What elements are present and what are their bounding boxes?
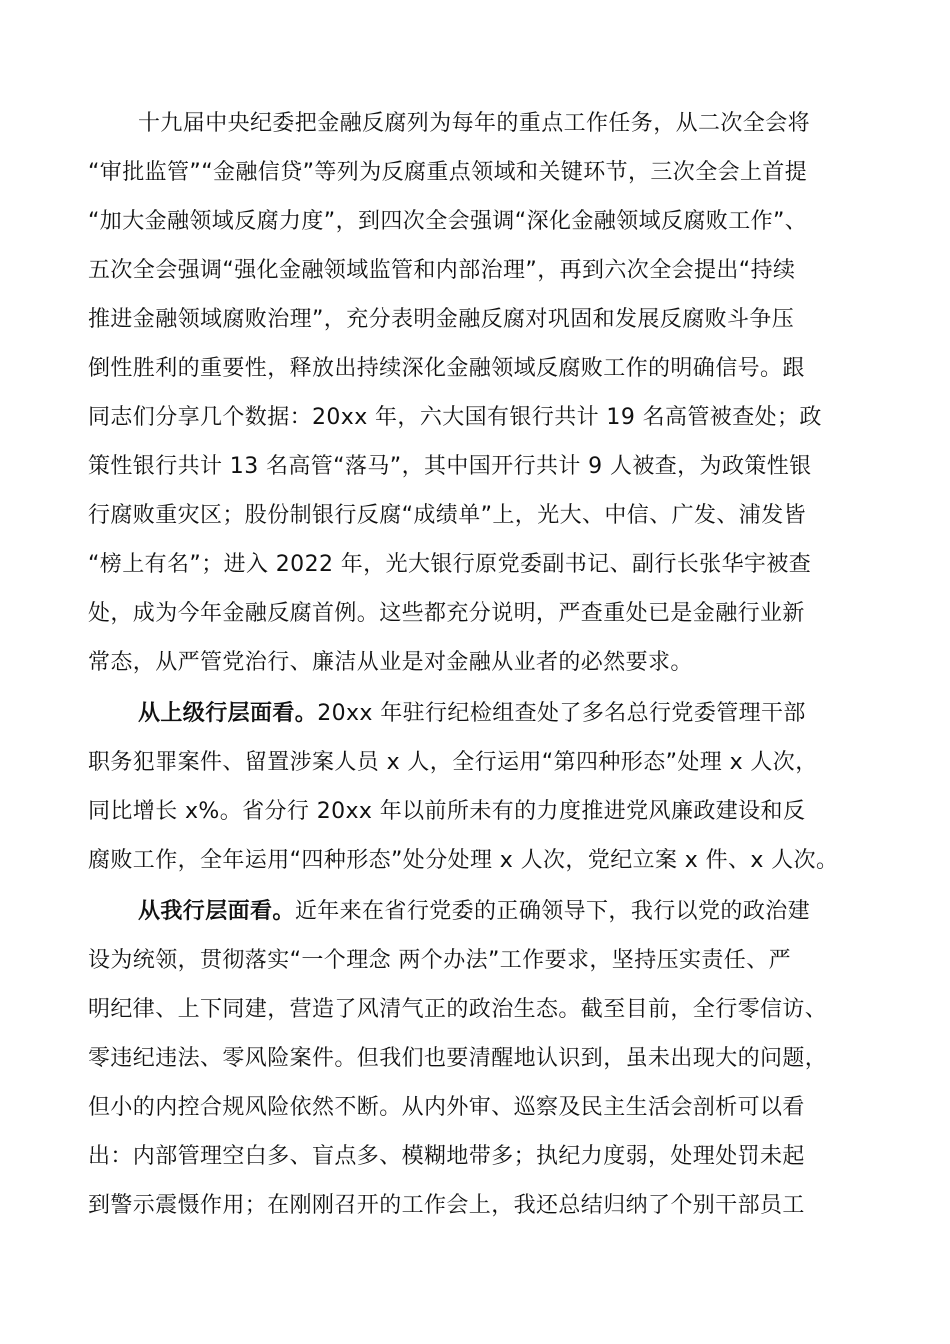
paragraph-first-line — [138, 694, 878, 734]
paragraph-line: 同志们分享几个数据：20xx 年，六大国有银行共计 19 名高管被查处；政 — [88, 405, 822, 430]
paragraph-line: 零违纪违法、零风险案件。但我们也要清醒地认识到，虽未出现大的问题， — [88, 1046, 828, 1071]
paragraph-line: 处，成为今年金融反腐首例。这些都充分说明，严查重处已是金融行业新 — [88, 601, 805, 626]
paragraph-text: 20xx 年驻行纪检组查处了多名总行党委管理干部 — [317, 701, 806, 726]
paragraph-line: 十九届中央纪委把金融反腐列为每年的重点工作任务，从二次全会将 — [138, 111, 811, 136]
paragraph-line: 常态，从严管党治行、廉洁从业是对金融从业者的必然要求。 — [88, 650, 693, 675]
paragraph-line: 推进金融领域腐败治理”，充分表明金融反腐对巩固和发展反腐败斗争压 — [88, 307, 795, 332]
paragraph-line: 同比增长 x%。省分行 20xx 年以前所未有的力度推进党风廉政建设和反 — [88, 799, 806, 824]
paragraph-line: 腐败工作，全年运用“四种形态”处分处理 x 人次，党纪立案 x 件、x 人次。 — [88, 848, 839, 873]
paragraph-heading: 从上级行层面看。 — [138, 701, 318, 726]
paragraph-line: “审批监管”“金融信贷”等列为反腐重点领域和关键环节，三次全会上首提 — [88, 160, 808, 185]
paragraph-line: 职务犯罪案件、留置涉案人员 x 人，全行运用“第四种形态”处理 x 人次， — [88, 750, 818, 775]
paragraph-text: 近年来在省行党委的正确领导下，我行以党的政治建 — [294, 899, 811, 924]
paragraph-line: 明纪律、上下同建，营造了风清气正的政治生态。截至目前，全行零信访、 — [88, 997, 828, 1022]
paragraph-line: 出：内部管理空白多、盲点多、模糊地带多；执纪力度弱，处理处罚未起 — [88, 1144, 805, 1169]
paragraph-line: 倒性胜利的重要性，释放出持续深化金融领域反腐败工作的明确信号。跟 — [88, 356, 805, 381]
paragraph-first-line — [138, 892, 878, 932]
paragraph-line: 五次全会强调“强化金融领域监管和内部治理”，再到六次全会提出“持续 — [88, 258, 796, 283]
paragraph-line: 但小的内控合规风险依然不断。从内外审、巡察及民主生活会剖析可以看 — [88, 1095, 805, 1120]
paragraph-line: 设为统领，贯彻落实“一个理念 两个办法”工作要求，坚持压实责任、严 — [88, 948, 791, 973]
paragraph-line: “榜上有名”；进入 2022 年，光大银行原党委副书记、副行长张华宇被查 — [88, 552, 812, 577]
paragraph-line: “加大金融领域反腐力度”，到四次全会强调“深化金融领域反腐败工作”、 — [88, 209, 808, 234]
paragraph-line: 到警示震慑作用；在刚刚召开的工作会上，我还总结归纳了个别干部员工 — [88, 1193, 805, 1218]
paragraph-line: 行腐败重灾区；股份制银行反腐“成绩单”上，光大、中信、广发、浦发皆 — [88, 503, 806, 528]
paragraph-heading: 从我行层面看。 — [138, 899, 295, 924]
paragraph-line: 策性银行共计 13 名高管“落马”，其中国开行共计 9 人被查，为政策性银 — [88, 454, 812, 479]
